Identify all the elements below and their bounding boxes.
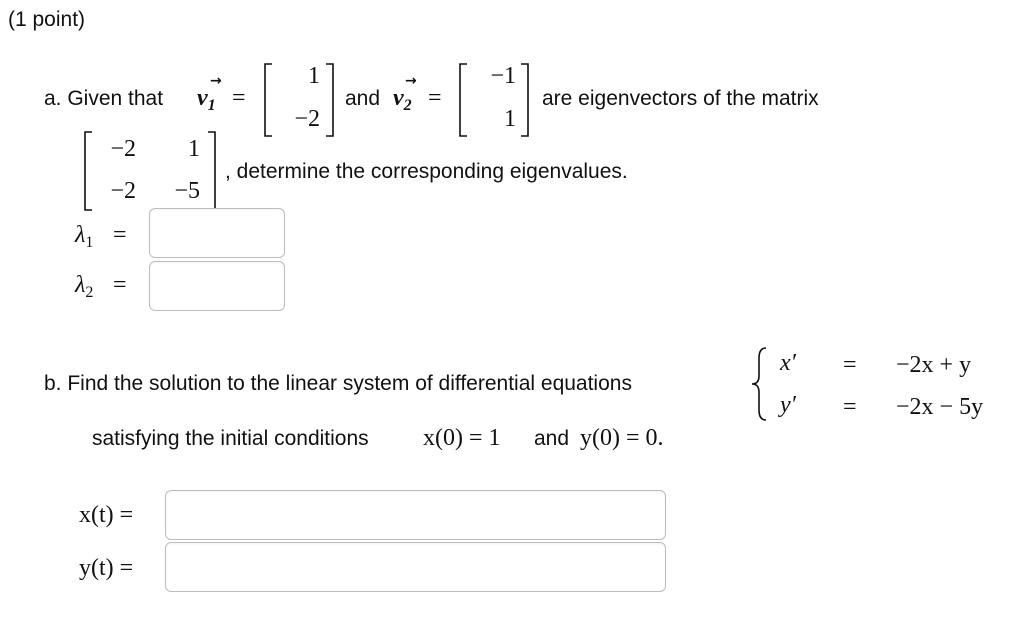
ic1: x(0) = 1 [423,425,501,451]
y-t-input[interactable] [165,542,666,592]
v2-entry-2: 1 [504,106,516,132]
right-bracket [517,62,533,138]
matrix-entry-12: 1 [188,136,200,162]
eq2-lhs: y′ [780,392,796,418]
initial-intro: satisfying the initial conditions [92,427,369,450]
y-t-label: y(t) = [79,555,134,581]
and-text: and [534,427,570,450]
lambda2-input[interactable] [149,261,285,311]
eq1-lhs: x′ [780,350,796,376]
eq1-rhs: −2x + y [896,352,972,378]
x-t-label: x(t) = [79,502,134,528]
vector-arrow-icon: → [405,73,417,89]
right-bracket [322,62,338,138]
part-a-suffix: are eigenvectors of the matrix [542,87,819,110]
equals-sign: = [113,272,127,298]
equals-sign: = [843,352,857,378]
left-bracket [457,62,473,138]
matrix-entry-22: −5 [174,178,200,204]
lambda2-label: $\lambda_2$ [75,272,94,301]
vector-arrow-icon: → [210,73,222,89]
equals-sign: = [843,394,857,420]
matrix-entry-21: −2 [110,178,136,204]
equals-sign: = [113,222,127,248]
x-t-input[interactable] [165,490,666,540]
ic2: y(0) = 0. [580,425,664,451]
eq2-rhs: −2x − 5y [896,394,984,420]
v1-entry-1: 1 [308,63,320,89]
v1-name: $v_1$ [197,85,216,114]
part-b-prefix: b. Find the solution to the linear system of differential equations [44,372,632,395]
v1-entry-2: −2 [294,106,320,132]
matrix-entry-11: −2 [110,136,136,162]
v2-name: $v_2$ [393,85,412,114]
left-brace [748,346,770,422]
lambda1-label: $\lambda_1$ [75,222,94,251]
v2-entry-1: −1 [490,63,516,89]
left-bracket [262,62,278,138]
equals-sign: = [232,85,246,111]
and-text: and [345,87,381,110]
part-a-prefix: a. Given that [44,87,164,110]
lambda1-input[interactable] [149,208,285,258]
right-bracket [204,130,220,212]
part-a-instruction: , determine the corresponding eigenvalues. [225,160,628,183]
equals-sign: = [428,85,442,111]
points-label: (1 point) [8,8,86,31]
